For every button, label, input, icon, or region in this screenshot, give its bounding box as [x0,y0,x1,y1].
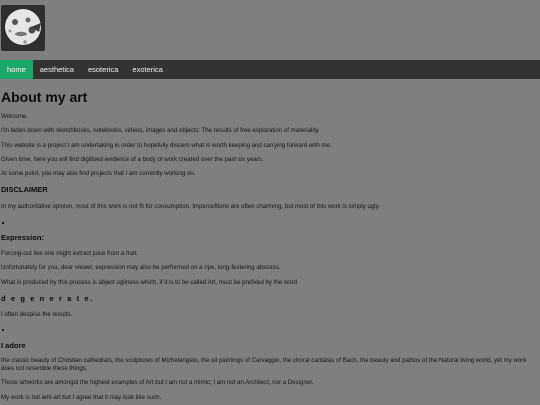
adore-heading: I adore [1,341,26,350]
separator-dot [2,329,4,331]
intro-paragraph: Given time, here you will find digitised evidence of a body of work created over the past six years. [1,156,264,163]
intro-paragraph: This website is a project I am undertaking in order to hopefully discern what is worth keeping and carrying forward with me. [1,142,332,149]
nav-aesthetica[interactable]: aesthetica [39,65,74,74]
separator-dot [2,222,4,224]
main-navbar [0,60,540,79]
expression-paragraph: Unfortunately for you, dear viewer, expression may also be performed on a ripe, long-festering abscess. [1,264,281,271]
intro-paragraph: At some point, you may also find projects that I am currently working on. [1,170,196,177]
expression-paragraph: What is produced by this process is abject ugliness which, if it is to be called Art, must be prefixed by the word [1,279,298,286]
adore-paragraph: the classic beauty of Christian cathedrals, the sculptures of Michelangelo, the oil paintings of Carvaggio, the choral cantatas of Bach, the beauty and pathos of the Natural living world, yet my work does not resemble these things. [1,357,527,372]
disclaimer-heading: DISCLAIMER [1,185,48,194]
degenerate-text: I often despise the results. [1,311,73,318]
intro-paragraph: Welcome. [1,113,28,120]
nav-home[interactable]: home [0,60,33,79]
disclaimer-text: In my authoritative opinion, most of this work is not fit for consumption. Imperceftions are often charming, but most of this work is simply ugly. [1,203,380,210]
adore-paragraph: Those artworks are amongst the highest examples of Art but I am not a mimic; I am not an Architect, nor a Designer. [1,379,314,386]
degenerate-heading: d e g e n e r a t e. [1,294,94,303]
nav-exoterica[interactable]: exoterica [132,65,163,74]
page-title: About my art [1,89,88,105]
expression-paragraph: Forcing-out like one might extract juice from a fruit. [1,250,138,257]
nav-esoterica[interactable]: esoterica [87,65,119,74]
site-header [0,0,540,74]
adore-paragraph: My work is not anti-art but I agree that it may look like such. [1,394,162,401]
main-content [1,88,537,401]
moon-logo-icon[interactable] [1,5,45,51]
intro-paragraph: I'm laden down with sketchbooks, notebooks, videos, images and objects: The results of free exploration of materiality. [1,127,320,134]
expression-heading: Expression: [1,233,44,242]
